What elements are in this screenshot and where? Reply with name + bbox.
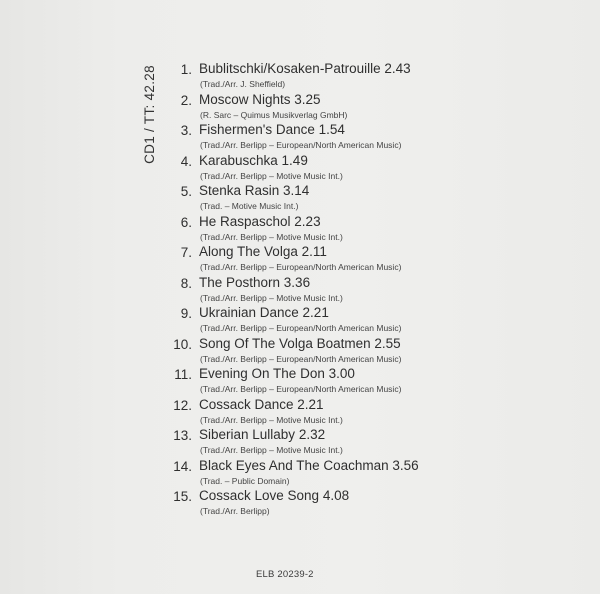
track-credit: (Trad./Arr. J. Sheffield) — [200, 79, 286, 89]
track-number: 9. — [180, 306, 192, 321]
track-credit: (Trad. – Public Domain) — [200, 475, 290, 486]
track-number: 11. — [174, 367, 192, 382]
track-number: 5. — [180, 184, 192, 199]
track-credit: (Trad./Arr. Berlipp – Motive Music Int.) — [200, 292, 343, 303]
track-credit: (Trad./Arr. Berlipp – European/North American Music) — [200, 323, 402, 333]
track-title: The Posthorn 3.36 — [199, 274, 311, 290]
track-number: 14. — [173, 458, 192, 474]
track-number: 10. — [173, 336, 192, 352]
track-title: Cossack Love Song 4.08 — [199, 488, 350, 503]
track-number: 12. — [173, 397, 192, 413]
track-title: Black Eyes And The Coachman 3.56 — [199, 457, 419, 473]
track-number: 3. — [180, 123, 192, 138]
track-credit: (Trad./Arr. Berlipp – European/North American Music) — [200, 384, 402, 394]
track-number: 7. — [180, 245, 192, 260]
track-credit: (Trad./Arr. Berlipp – Motive Music Int.) — [200, 170, 343, 181]
track-title: Siberian Lullaby 2.32 — [199, 427, 326, 442]
track-number: 1. — [180, 62, 192, 77]
disc-total-time-text: CD1 / TT: 42.28 — [141, 64, 157, 164]
track-number: 6. — [180, 214, 192, 230]
track-number: 13. — [173, 428, 192, 443]
track-title: Song Of The Volga Boatmen 2.55 — [199, 335, 401, 351]
track-credit: (Trad./Arr. Berlipp – European/North American Music) — [200, 353, 402, 364]
track-title: He Raspaschol 2.23 — [199, 213, 321, 229]
track-credit: (Trad./Arr. Berlipp) — [200, 506, 270, 516]
track-credit: (R. Sarc – Quimus Musikverlag GmbH) — [200, 109, 348, 120]
track-title: Karabuschka 1.49 — [199, 152, 308, 168]
disc-total-time-label — [137, 66, 161, 162]
track-credit: (Trad. – Motive Music Int.) — [200, 201, 299, 211]
track-title: Stenka Rasin 3.14 — [199, 183, 310, 198]
track-number: 2. — [180, 92, 192, 108]
track-credit: (Trad./Arr. Berlipp – Motive Music Int.) — [200, 231, 343, 242]
track-title: Ukrainian Dance 2.21 — [199, 305, 329, 320]
track-credit: (Trad./Arr. Berlipp – European/North American Music) — [200, 140, 402, 150]
track-credit: (Trad./Arr. Berlipp – Motive Music Int.) — [200, 414, 343, 425]
track-credit: (Trad./Arr. Berlipp – European/North American Music) — [200, 262, 402, 272]
track-title: Moscow Nights 3.25 — [199, 91, 321, 107]
track-title: Cossack Dance 2.21 — [199, 396, 324, 412]
track-number: 4. — [180, 153, 192, 169]
track-title: Bublitschki/Kosaken-Patrouille 2.43 — [199, 61, 411, 76]
track-number: 15. — [173, 489, 192, 504]
track-title: Along The Volga 2.11 — [199, 244, 327, 259]
track-credit: (Trad./Arr. Berlipp – Motive Music Int.) — [200, 445, 343, 455]
catalog-number: ELB 20239-2 — [256, 569, 314, 580]
track-title: Evening On The Don 3.00 — [199, 366, 355, 381]
track-number: 8. — [180, 275, 192, 291]
track-title: Fishermen's Dance 1.54 — [199, 122, 345, 137]
